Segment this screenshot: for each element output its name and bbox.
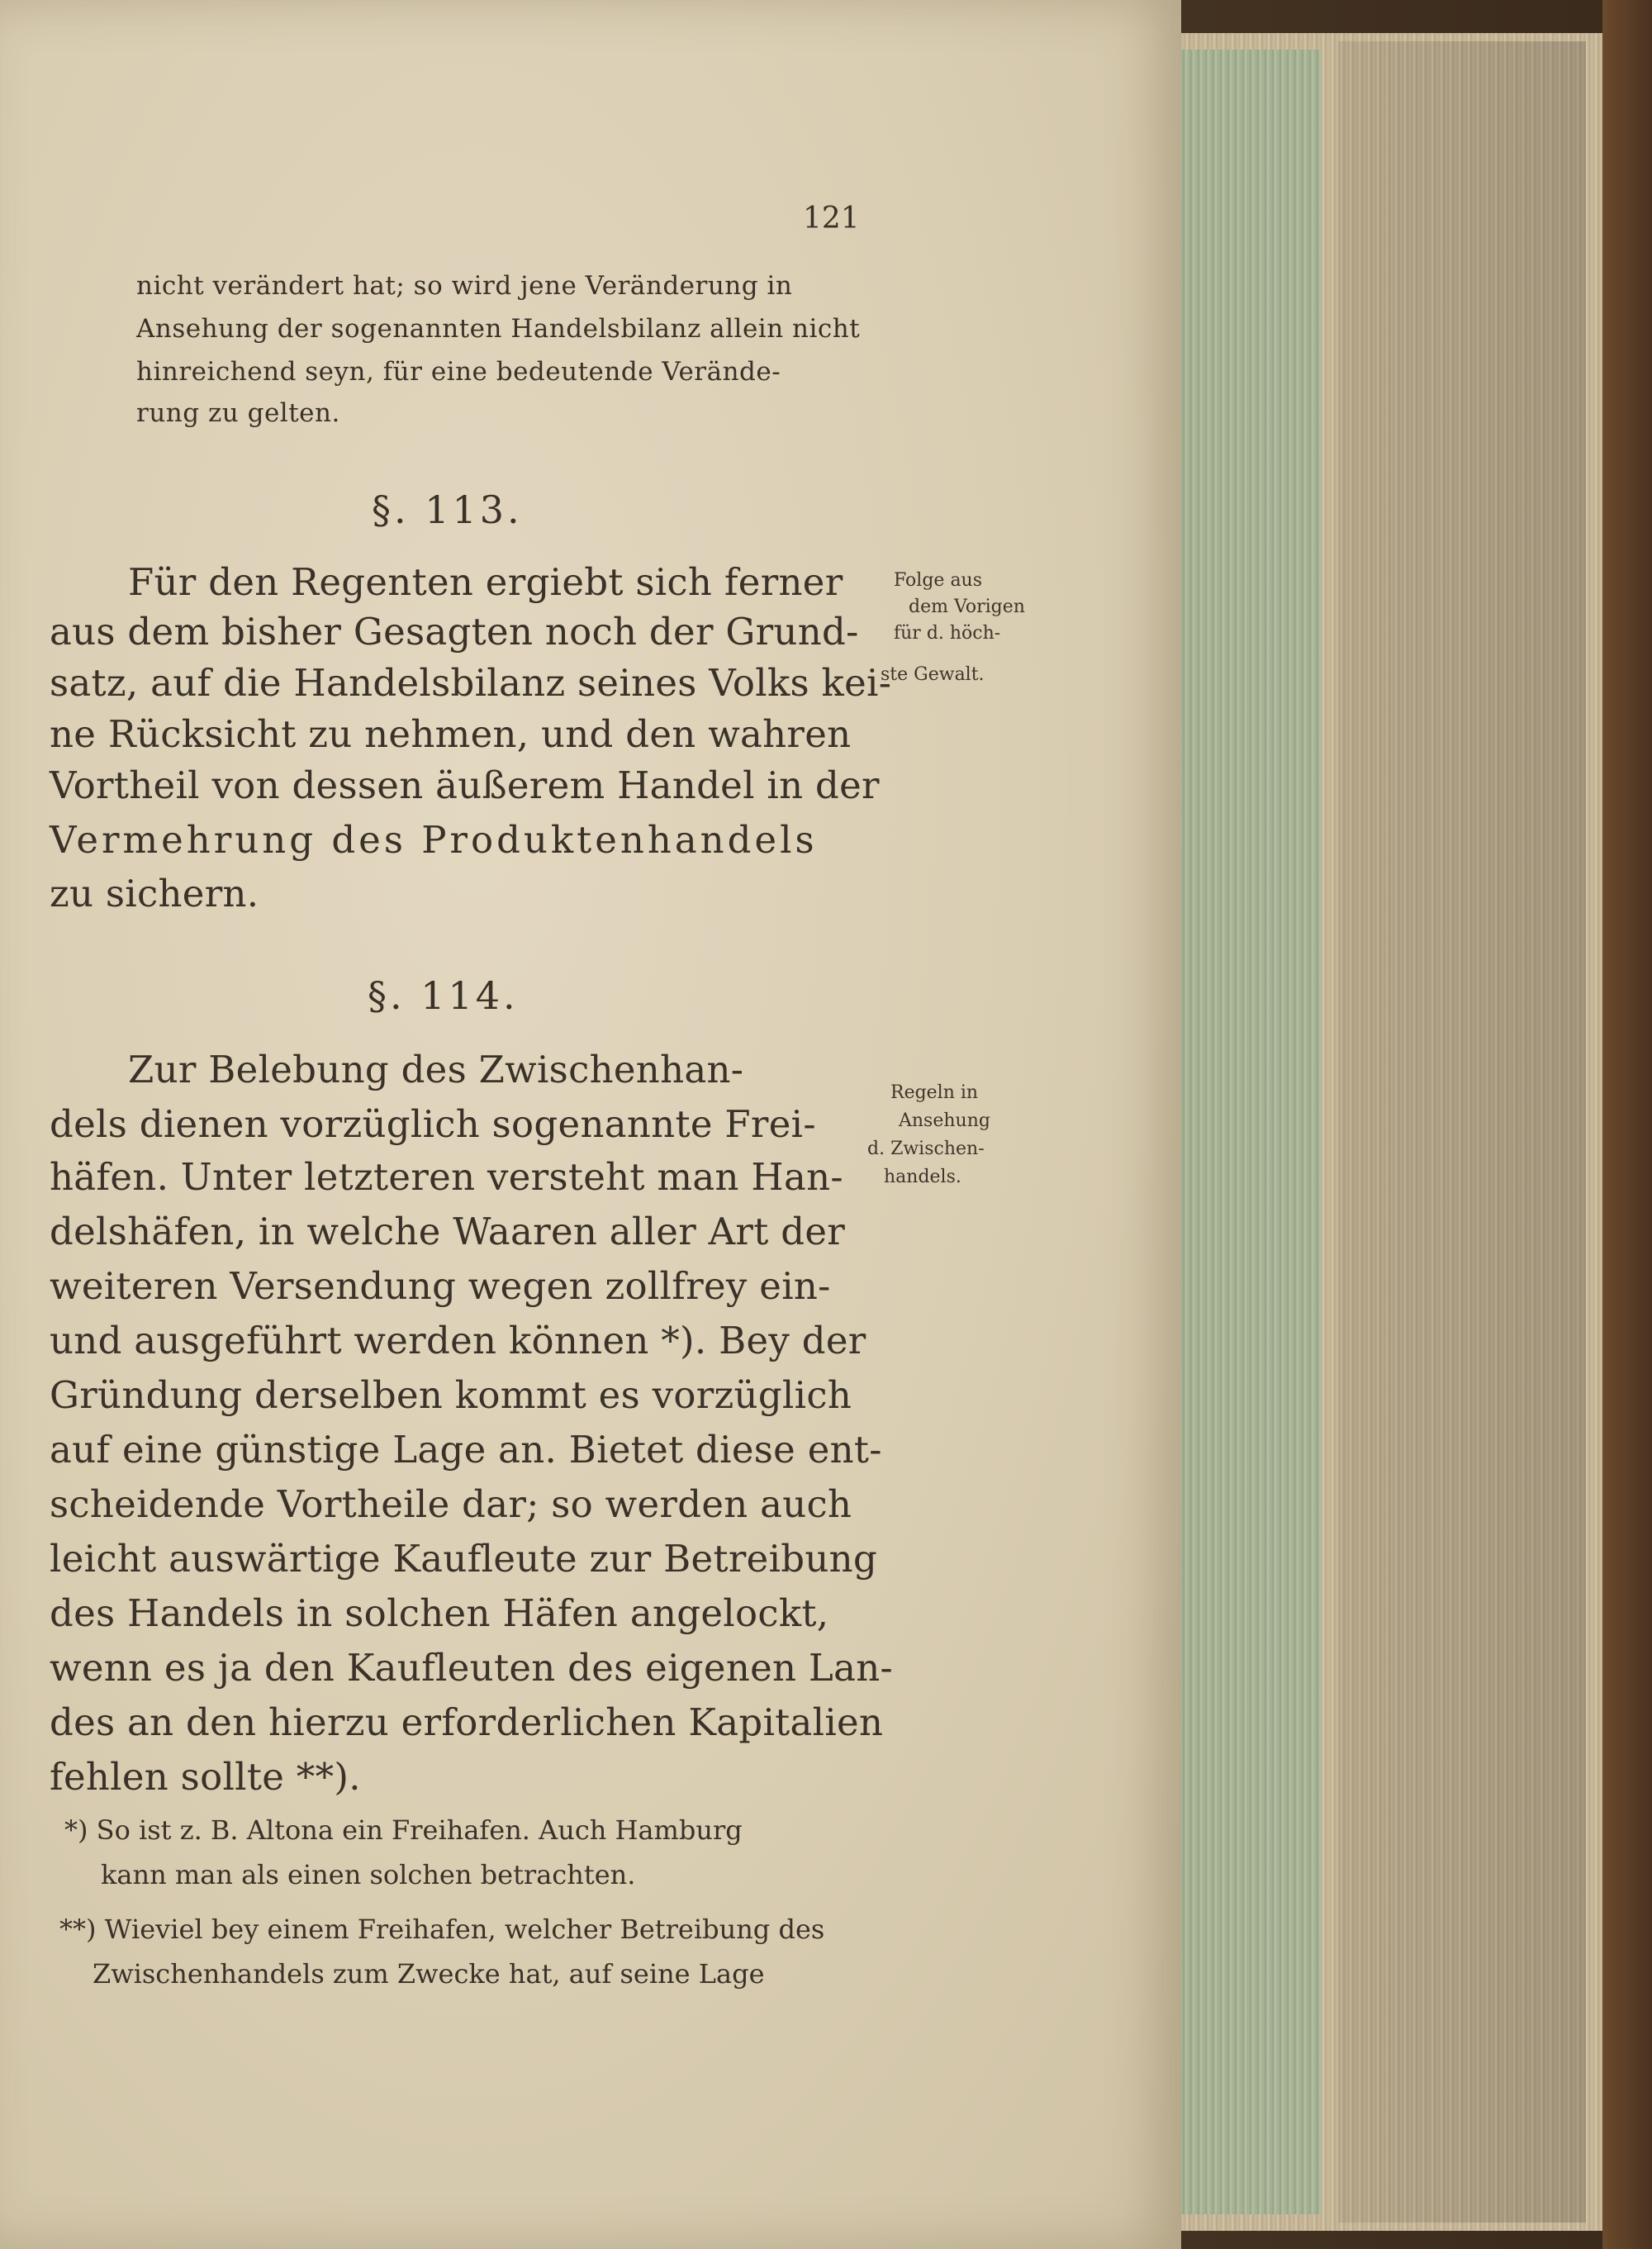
intro-line: rung zu gelten. [136,398,340,428]
margin-note-114: d. Zwischen- [867,1139,985,1159]
section-heading-113: §. 113. [372,487,523,532]
body-line: Vortheil von dessen äußerem Handel in der [50,763,880,807]
body-line: satz, auf die Handelsbilanz seines Volks kei- [50,661,892,705]
body-line: ne Rücksicht zu nehmen, und den wahren [50,712,852,756]
margin-note-113: dem Vorigen [909,597,1025,617]
margin-note-114: Ansehung [899,1110,990,1131]
margin-note-113: für d. höch- [894,623,1001,644]
intro-line: hinreichend seyn, für eine bedeutende Verände- [136,357,781,387]
body-line: Vermehrung des Produktenhandels [50,818,818,862]
margin-note-114: Regeln in [890,1082,979,1103]
margin-note-113: Folge aus [894,570,983,591]
body-line: leicht auswärtige Kaufleute zur Betreibung [50,1537,878,1581]
body-line: und ausgeführt werden können *). Bey der [50,1319,866,1362]
body-line: häfen. Unter letzteren versteht man Han- [50,1155,843,1199]
body-line: dels dienen vorzüglich sogenannte Frei- [50,1102,816,1146]
body-line: fehlen sollte **). [50,1755,361,1799]
body-line: zu sichern. [50,872,259,915]
body-line: scheidende Vortheile dar; so werden auch [50,1482,852,1526]
body-line: Gründung derselben kommt es vorzüglich [50,1373,852,1417]
book-cover [1602,0,1652,2249]
footnote-line: kann man als einen solchen betrachten. [101,1859,636,1890]
footnote-line: Zwischenhandels zum Zwecke hat, auf seine Lage [93,1958,765,1990]
body-line: des an den hierzu erforderlichen Kapitalien [50,1700,884,1744]
footnote-line: *) So ist z. B. Altona ein Freihafen. Auch Hamburg [64,1814,743,1846]
body-line: delshäfen, in welche Waaren aller Art der [50,1210,846,1253]
body-line: wenn es ja den Kaufleuten des eigenen Lan- [50,1646,894,1690]
body-line: weiteren Versendung wegen zollfrey ein- [50,1264,831,1308]
margin-note-113: ste Gewalt. [881,664,985,685]
green-page-edges [1181,50,1322,2214]
body-line: aus dem bisher Gesagten noch der Grund- [50,610,859,654]
margin-note-114: handels. [884,1167,961,1187]
intro-line: Ansehung der sogenannten Handelsbilanz allein nicht [136,314,861,344]
footnote-line: **) Wieviel bey einem Freihafen, welcher Betreibung des [59,1914,825,1945]
body-line: Für den Regenten ergiebt sich ferner [128,560,843,604]
page-number: 121 [803,202,860,235]
body-line: Zur Belebung des Zwischenhan- [128,1048,744,1091]
intro-line: nicht verändert hat; so wird jene Veränderung in [136,271,793,301]
page-edges [1165,33,1627,2231]
body-line: des Handels in solchen Häfen angelockt, [50,1591,829,1635]
page-edge-shadow [1338,41,1586,2223]
body-line: auf eine günstige Lage an. Bietet diese ent- [50,1428,882,1472]
section-heading-114: §. 114. [368,973,519,1018]
